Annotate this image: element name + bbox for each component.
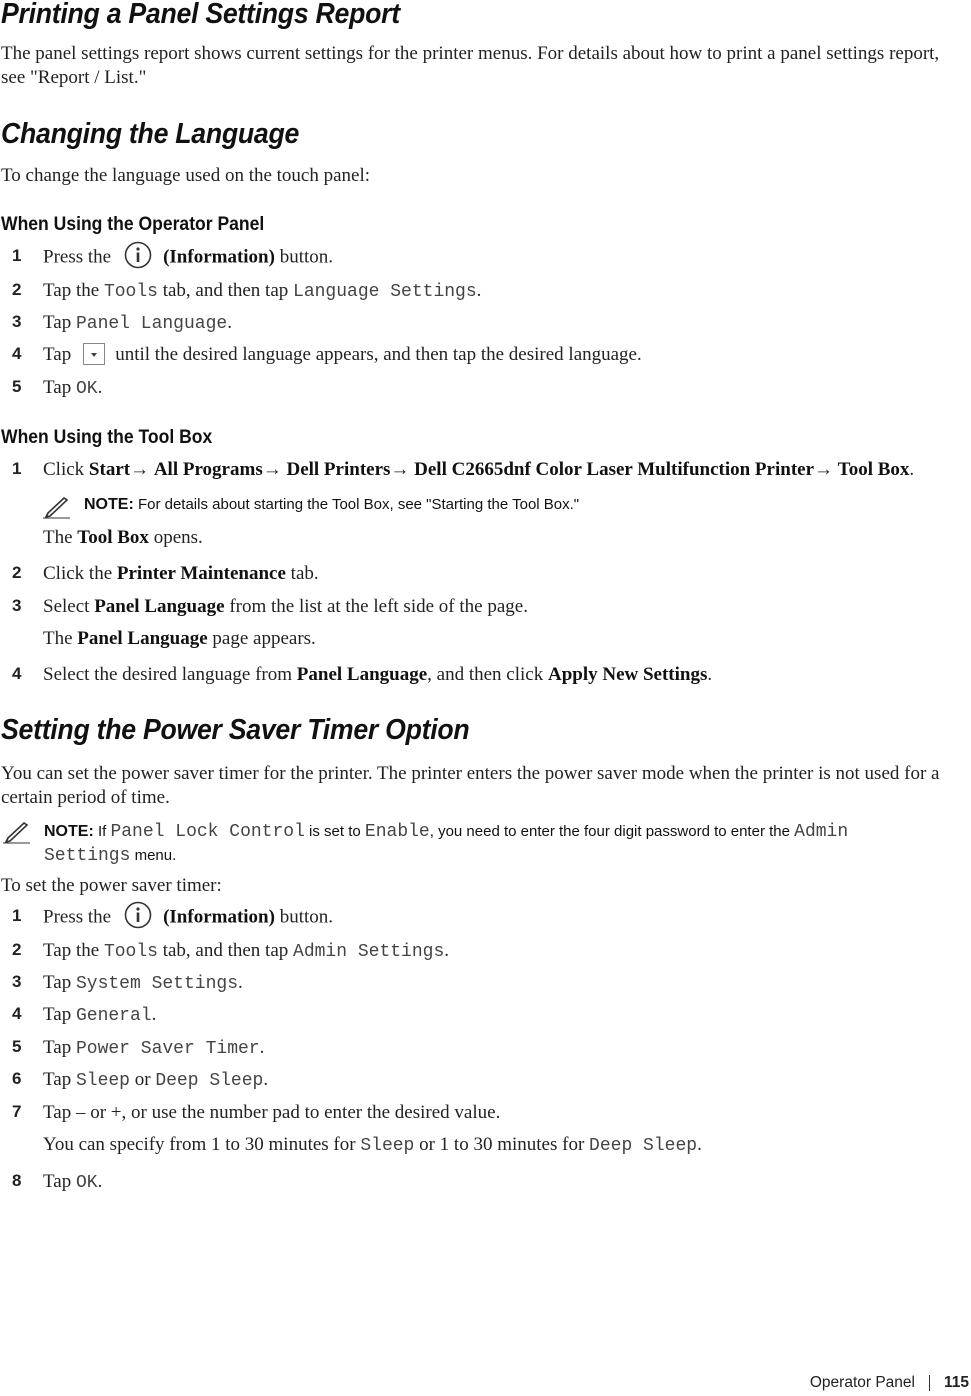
step-text bbox=[43, 280, 481, 302]
step-text bbox=[43, 1171, 102, 1193]
text: button. bbox=[274, 246, 334, 268]
text: from the list at the left side of the page. bbox=[224, 596, 528, 617]
paragraph-power-saver: You can set the power saver timer for the printer. The printer enters the power saver mode when the printer is not used for a certain period of time. bbox=[1, 763, 940, 808]
step-number: 1 bbox=[12, 906, 22, 925]
step-number: 5 bbox=[12, 1037, 22, 1056]
information-label: (Information) bbox=[163, 246, 275, 268]
arrow-icon: → bbox=[130, 459, 150, 480]
ui-term: Enable bbox=[364, 822, 430, 842]
ui-term: Language Settings bbox=[293, 282, 477, 302]
note-pencil-icon bbox=[3, 822, 31, 844]
text: The bbox=[43, 628, 78, 649]
ui-term: Panel Lock Control bbox=[110, 822, 305, 842]
arrow-icon: → bbox=[262, 459, 282, 480]
footer-section-name: Operator Panel bbox=[809, 1374, 915, 1391]
text: button. bbox=[274, 906, 334, 928]
step-text bbox=[43, 377, 102, 399]
step-number: 6 bbox=[12, 1069, 22, 1088]
text-bold: Tool Box bbox=[77, 527, 149, 548]
text: tab. bbox=[285, 563, 319, 584]
text: page appears. bbox=[207, 628, 316, 649]
step-text bbox=[43, 906, 333, 930]
ui-term: OK bbox=[75, 379, 98, 399]
ui-term: Tools bbox=[103, 282, 158, 302]
subheading-tool-box: When Using the Tool Box bbox=[1, 426, 213, 448]
step-number: 2 bbox=[12, 940, 22, 959]
footer-divider bbox=[929, 1375, 930, 1391]
information-label: (Information) bbox=[163, 906, 275, 928]
note-text: is set to bbox=[304, 823, 365, 840]
paragraph-power-saver-intro: To set the power saver timer: bbox=[1, 875, 222, 896]
text-bold: Panel Language bbox=[94, 596, 225, 617]
text: or 1 to 30 minutes for bbox=[414, 1134, 590, 1155]
step-text bbox=[43, 459, 914, 481]
text-bold: Panel Language bbox=[77, 628, 208, 649]
step-number: 3 bbox=[12, 312, 22, 331]
step-text bbox=[43, 312, 232, 334]
text: tab, and then tap bbox=[157, 940, 294, 961]
ui-term: Panel Language bbox=[75, 314, 228, 334]
step-subtext bbox=[43, 1134, 702, 1156]
text: . bbox=[444, 940, 450, 961]
ui-term: Sleep bbox=[360, 1136, 415, 1156]
text: Select the desired language from bbox=[43, 664, 297, 685]
text: Tap bbox=[43, 312, 76, 333]
text: Tap bbox=[43, 377, 76, 398]
text: Press the bbox=[43, 906, 112, 928]
paragraph-language-intro: To change the language used on the touch panel: bbox=[1, 165, 371, 186]
text: . bbox=[151, 1004, 157, 1025]
menu-path-item: Dell Printers bbox=[286, 459, 391, 480]
ui-term: Deep Sleep bbox=[155, 1071, 264, 1091]
text: . bbox=[97, 377, 103, 398]
step-subtext bbox=[43, 527, 203, 549]
text: Tap bbox=[43, 1171, 76, 1192]
step-text bbox=[43, 972, 243, 994]
ui-term: Sleep bbox=[75, 1071, 130, 1091]
step-text bbox=[43, 246, 333, 270]
step-number: 3 bbox=[12, 596, 22, 615]
page-number: 115 bbox=[943, 1374, 969, 1391]
arrow-icon: → bbox=[390, 459, 410, 480]
ui-term: Deep Sleep bbox=[589, 1136, 698, 1156]
ui-term: Tools bbox=[103, 942, 158, 962]
text: opens. bbox=[148, 527, 203, 548]
step-number: 8 bbox=[12, 1171, 22, 1190]
step-number: 4 bbox=[12, 664, 22, 683]
paragraph-panel-settings-report: The panel settings report shows current settings for the printer menus. For details about how to print a panel settings report, see "Report / List." bbox=[1, 43, 940, 88]
step-text bbox=[43, 1004, 156, 1026]
note-tool-box bbox=[84, 496, 579, 514]
ui-term: System Settings bbox=[75, 974, 238, 994]
ui-term: OK bbox=[75, 1173, 98, 1193]
menu-path-item: All Programs bbox=[153, 459, 263, 480]
text: The bbox=[43, 527, 78, 548]
step-number: 4 bbox=[12, 344, 22, 363]
step-subtext bbox=[43, 628, 316, 650]
text: . bbox=[909, 459, 915, 480]
step-text bbox=[43, 664, 712, 686]
heading-power-saver-timer: Setting the Power Saver Timer Option bbox=[1, 714, 470, 746]
text-bold: Apply New Settings bbox=[547, 664, 708, 685]
text-bold: Panel Language bbox=[296, 664, 428, 685]
text: . bbox=[259, 1037, 265, 1058]
note-label: NOTE: bbox=[44, 823, 94, 840]
step-number: 3 bbox=[12, 972, 22, 991]
step-text bbox=[43, 563, 319, 585]
step-number: 4 bbox=[12, 1004, 22, 1023]
note-panel-lock bbox=[44, 820, 944, 868]
ui-term: Admin bbox=[794, 822, 849, 842]
text: Tap bbox=[43, 1004, 76, 1025]
step-text bbox=[43, 344, 642, 366]
text: Tap bbox=[43, 344, 72, 365]
text: Tap the bbox=[43, 280, 104, 301]
ui-term: General bbox=[75, 1006, 152, 1026]
text: Press the bbox=[43, 246, 112, 268]
note-text: If bbox=[93, 823, 111, 840]
text: or bbox=[129, 1069, 156, 1090]
menu-path-item: Start bbox=[88, 459, 131, 480]
step-number: 5 bbox=[12, 377, 22, 396]
arrow-icon: → bbox=[814, 459, 834, 480]
text: Tap bbox=[43, 1037, 76, 1058]
note-text: For details about starting the Tool Box, see "Starting the Tool Box." bbox=[133, 496, 580, 513]
step-text: Tap – or +, or use the number pad to enter the desired value. bbox=[43, 1102, 501, 1123]
text: . bbox=[697, 1134, 702, 1155]
text: . bbox=[238, 972, 243, 993]
step-number: 2 bbox=[12, 563, 22, 582]
info-icon bbox=[123, 900, 153, 930]
text: . bbox=[476, 280, 482, 301]
menu-path-item: Dell C2665dnf Color Laser Multifunction Printer bbox=[414, 459, 815, 480]
text: Tap bbox=[43, 972, 76, 993]
text: You can specify from 1 to 30 minutes for bbox=[43, 1134, 361, 1155]
page-footer bbox=[810, 1374, 969, 1392]
text: . bbox=[227, 312, 232, 333]
text: Tap the bbox=[43, 940, 104, 961]
note-text: menu. bbox=[130, 847, 177, 864]
text: . bbox=[97, 1171, 103, 1192]
text: . bbox=[263, 1069, 269, 1090]
subheading-operator-panel: When Using the Operator Panel bbox=[1, 213, 265, 235]
info-icon bbox=[123, 240, 153, 270]
step-number: 1 bbox=[12, 246, 22, 265]
heading-panel-settings-report: Printing a Panel Settings Report bbox=[1, 0, 400, 30]
text: tab, and then tap bbox=[157, 280, 294, 301]
text: Click bbox=[43, 459, 89, 480]
step-text bbox=[43, 940, 449, 962]
text: Tap bbox=[43, 1069, 76, 1090]
text: Select bbox=[43, 596, 95, 617]
text: , and then click bbox=[427, 664, 548, 685]
step-number: 1 bbox=[12, 459, 22, 478]
step-text bbox=[43, 596, 528, 618]
menu-path-item: Tool Box bbox=[837, 459, 910, 480]
step-number: 2 bbox=[12, 280, 22, 299]
heading-changing-language: Changing the Language bbox=[1, 118, 300, 150]
text: until the desired language appears, and then tap the desired language. bbox=[115, 344, 642, 365]
step-text bbox=[43, 1037, 264, 1059]
ui-term: Power Saver Timer bbox=[75, 1039, 260, 1059]
text: . bbox=[707, 664, 713, 685]
note-text: , you need to enter the four digit password to enter the bbox=[429, 823, 795, 840]
step-number: 7 bbox=[12, 1102, 22, 1121]
text-bold: Printer Maintenance bbox=[116, 563, 286, 584]
text: Click the bbox=[43, 563, 117, 584]
step-text bbox=[43, 1069, 268, 1091]
note-pencil-icon bbox=[43, 497, 71, 519]
ui-term: Settings bbox=[44, 846, 131, 866]
scroll-down-button-icon bbox=[83, 343, 105, 365]
ui-term: Admin Settings bbox=[293, 942, 445, 962]
note-label: NOTE: bbox=[84, 496, 134, 513]
